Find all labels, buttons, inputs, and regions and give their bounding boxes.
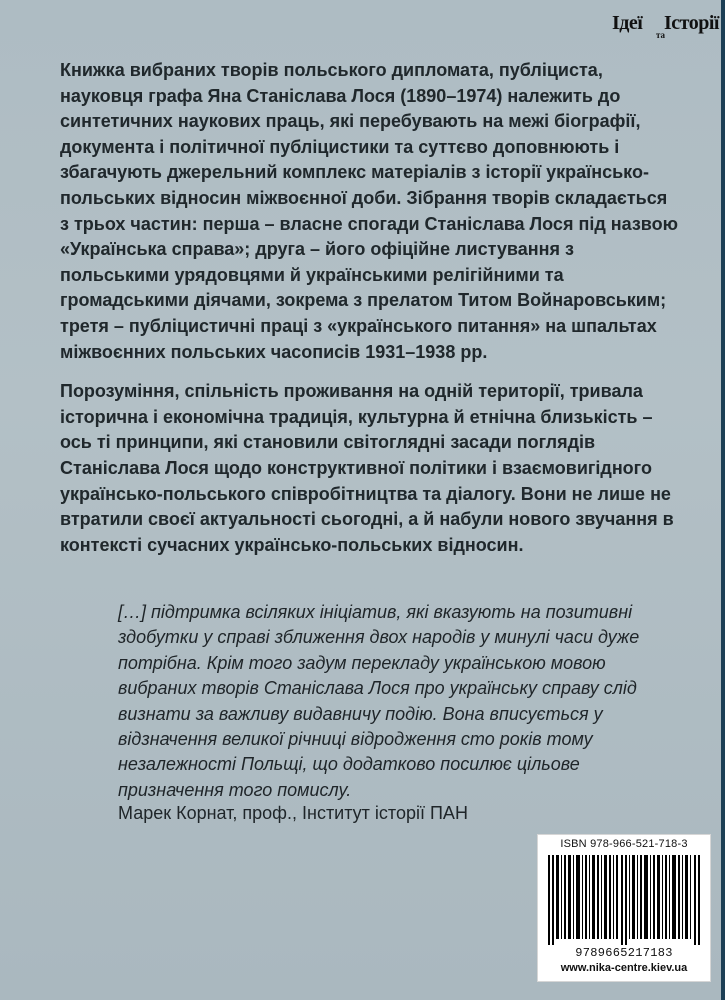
logo-word-ideas: Ідеї: [612, 12, 643, 34]
barcode-panel: [537, 834, 711, 982]
logo-conjunction: та: [656, 30, 666, 40]
isbn-label: ISBN 978-966-521-718-3: [560, 838, 688, 850]
cover-edge: [721, 0, 725, 1000]
description-paragraph-1: Книжка вибраних творів польського дипломата, публіциста, науковця графа Яна Станіслава Лося (1890–1974) належить до синтетичних наукових праць, які перебувають на межі біографії, документа і політичної публіцистики та суттєво доповнюють і збагачують джерельний комплекс матеріалів з історії українсько-польських відносин міжвоєнної доби. Зібрання творів складається з трьох частин: перша – власне спогади Станіслава Лося під назвою «Українська справа»; друга – його офіційне листування з польськими урядовцями й українськими релігійними та громадськими діячами, зокрема з прелатом Титом Войнаровським; третя – публіцистичні праці з «українського питання» на шпальтах міжвоєнних польських часописів 1931–1938 рр.: [60, 60, 678, 362]
barcode-icon: [546, 855, 702, 945]
review-quote: [118, 600, 688, 803]
description-paragraph-2: Порозуміння, спільність проживання на одній території, тривала історична і економічна традиція, культурна й етнічна близькість – ось ті принципи, які становили світоглядні засади поглядів Станіслава Лося щодо конструктивної політики і взаємовигідного українсько-польського співробітництва та діалогу. Вони не лише не втратили своєї актуальності сьогодні, а й набули нового звучання в контексті сучасних українсько-польських відносин.: [60, 381, 674, 555]
publisher-website: www.nika-centre.kiev.ua: [560, 962, 688, 974]
book-description: [60, 58, 680, 572]
logo-word-stories: Історії: [664, 12, 719, 34]
barcode-digits: 9789665217183: [575, 946, 673, 960]
quote-attribution: Марек Корнат, проф., Інститут історії ПАН: [118, 803, 468, 823]
quote-text: […] підтримка всіляких ініціатив, які вказують на позитивні здобутки у справі зближення двох народів у минулі часи дуже потрібна. Крім того задум перекладу українською мовою вибраних творів Станіслава Лося про українську справу слід визнати за важливу видавничу подію. Вона вписується у відзначення великої річниці відродження сто років тому незалежності Польщі, що додатково посилює цільове призначення того помислу.: [118, 602, 640, 800]
